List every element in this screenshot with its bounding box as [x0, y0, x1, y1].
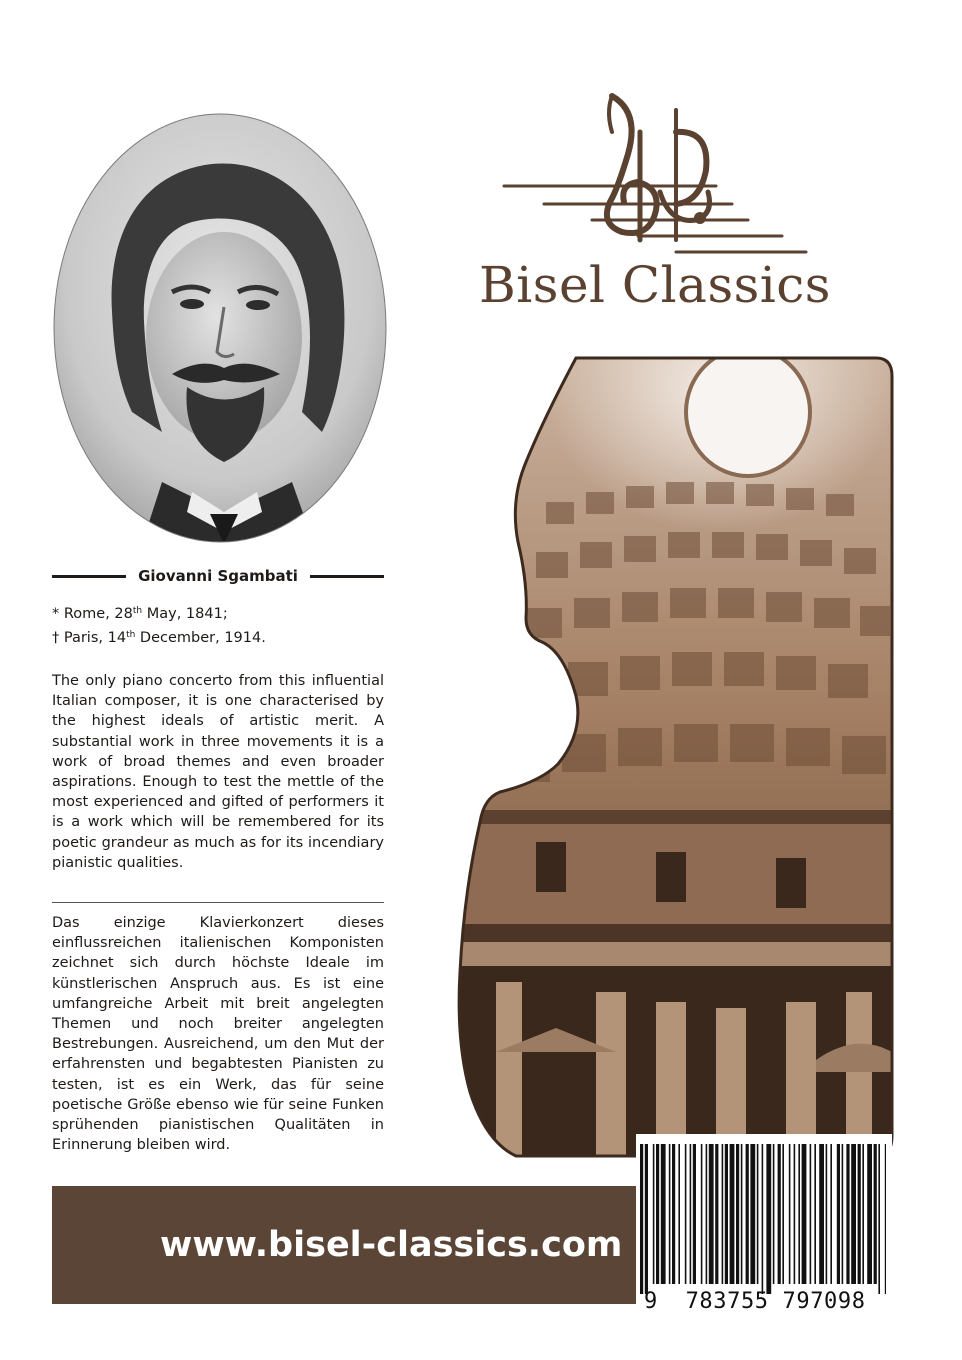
- barcode-bar: [725, 1144, 728, 1284]
- composer-name-row: [52, 563, 384, 589]
- barcode-bar: [862, 1144, 864, 1284]
- barcode-bar: [794, 1144, 796, 1284]
- barcode-bar: [690, 1144, 692, 1284]
- barcode-bar: [757, 1144, 759, 1284]
- composer-portrait: [52, 112, 388, 544]
- barcode-bar: [678, 1144, 680, 1284]
- barcode-bar: [851, 1144, 856, 1284]
- isbn-group-1: 783755: [685, 1289, 769, 1314]
- barcode-bar: [722, 1144, 724, 1284]
- barcode-bar: [709, 1144, 714, 1284]
- death-line: [52, 626, 384, 650]
- barcode-bar: [661, 1144, 666, 1284]
- death-prefix: † Paris, 14: [52, 630, 127, 646]
- death-sup: th: [126, 630, 136, 640]
- barcode-bar: [826, 1144, 828, 1284]
- birth-suffix: May, 1841;: [142, 606, 228, 622]
- barcode-bar: [730, 1144, 735, 1284]
- barcode-bar: [878, 1144, 880, 1294]
- composer-name: Giovanni Sgambati: [138, 567, 298, 585]
- barcode-bar: [773, 1144, 775, 1284]
- barcode-bar: [810, 1144, 812, 1284]
- barcode-bar: [842, 1144, 844, 1284]
- death-suffix: December, 1914.: [135, 630, 266, 646]
- description-divider: [52, 902, 384, 903]
- barcode-bar: [746, 1144, 749, 1284]
- birth-sup: th: [132, 606, 143, 616]
- name-rule-right: [310, 575, 384, 578]
- barcode-bar: [701, 1144, 703, 1284]
- barcode-bar: [656, 1144, 659, 1284]
- barcode-bar: [867, 1144, 872, 1284]
- barcode-bar: [858, 1144, 861, 1284]
- barcode-bar: [885, 1144, 886, 1294]
- name-rule-left: [52, 575, 126, 578]
- barcode-bar: [685, 1144, 687, 1284]
- barcode-bar: [706, 1144, 708, 1284]
- treble-clef-staff-logo: [500, 92, 810, 257]
- barcode-bar: [640, 1144, 643, 1294]
- composer-dates: [52, 602, 384, 650]
- isbn-group-2: 797098: [782, 1289, 866, 1314]
- barcode-bar: [798, 1144, 800, 1284]
- birth-line: [52, 602, 384, 626]
- barcode-bar: [762, 1144, 764, 1294]
- barcode-bar: [778, 1144, 781, 1284]
- barcode-bar: [830, 1144, 832, 1284]
- barcode-bar: [736, 1144, 739, 1284]
- website-link[interactable]: www.bisel-classics.com: [160, 1225, 623, 1265]
- barcode-bar: [782, 1144, 784, 1284]
- barcode-bar: [672, 1144, 675, 1284]
- barcode-bar: [814, 1144, 816, 1284]
- barcode-bar: [846, 1144, 849, 1284]
- description-english: The only piano concerto from this influential Italian composer, it is one characterised by the highest ideals of artistic merit. A substantial work in three movements it is a work of broad themes and even broader aspirations. Enough to test the mettle of the most experienced and gifted of performers it is a work which will be remembered for its poetic grandeur as much as for its incendiary pianistic qualities.: [52, 673, 384, 871]
- barcode-bar: [693, 1144, 696, 1284]
- pantheon-dome-photo: [456, 352, 896, 1160]
- barcode-bar: [789, 1144, 791, 1284]
- barcode-bar: [819, 1144, 824, 1284]
- birth-prefix: * Rome, 28: [52, 606, 133, 622]
- barcode-bar: [715, 1144, 718, 1284]
- barcode-bar: [741, 1144, 743, 1284]
- description-german: Das einzige Klavierkonzert dieses einflussreichen italienischen Komponisten zeichnet sich durch höchste Ideale im künstlerischen Anspruch aus. Es ist eine umfangreiche Arbeit mit breit angelegten Themen und noch breiter angelegten Bestrebungen. Ausreichend, um den Mut der erfahrensten und begabtesten Pianisten zu testen, ist es ein Werk, das für seine poetische Größe ebenso wie für seine Funken sprühenden pianistischen Qualitäten in Erinnerung bleiben wird.: [52, 915, 384, 1154]
- barcode-bar: [766, 1144, 771, 1294]
- barcode-bar: [750, 1144, 755, 1284]
- barcode-bar: [669, 1144, 671, 1284]
- isbn-digit-first: 9: [644, 1289, 658, 1314]
- barcode-bar: [874, 1144, 877, 1284]
- barcode-bar: [653, 1144, 655, 1284]
- isbn-barcode: [640, 1144, 886, 1294]
- publisher-name: Bisel Classics: [479, 256, 831, 314]
- barcode-bar: [802, 1144, 807, 1284]
- barcode-bar: [645, 1144, 648, 1294]
- barcode-bar: [837, 1144, 840, 1284]
- isbn-digits: [644, 1289, 884, 1313]
